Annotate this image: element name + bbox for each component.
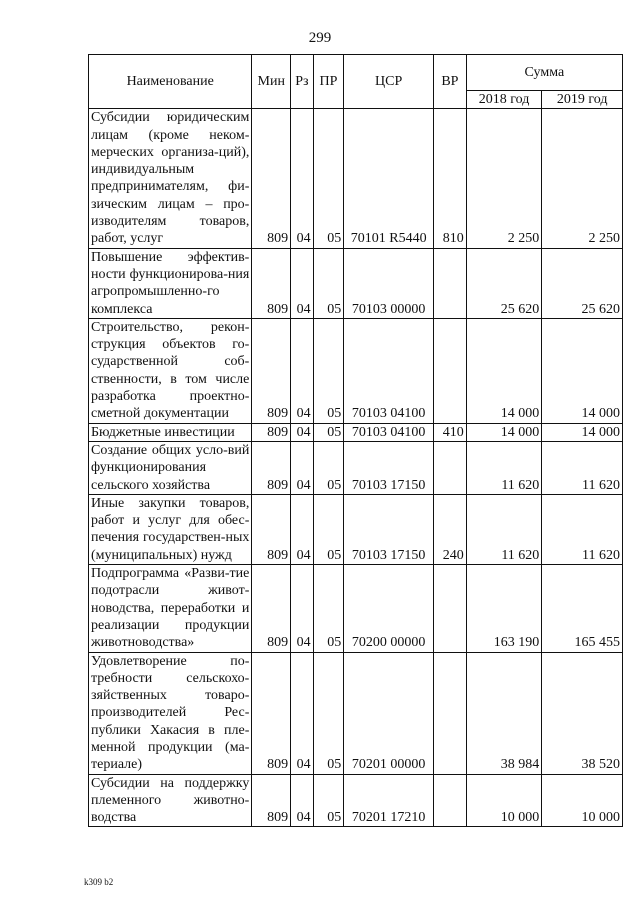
cell-pr: 05 — [313, 652, 344, 774]
header-vr: ВР — [434, 55, 467, 109]
header-name: Наименование — [89, 55, 252, 109]
cell-rz: 04 — [291, 423, 313, 441]
cell-min: 809 — [252, 565, 291, 652]
cell-csr: 70201 17210 — [344, 774, 434, 827]
cell-name: Удовлетворение по-требности сельскохо-зяйственных товаро-производителей Рес-публики Хакасия в пле-менной продукции (ма-териале) — [89, 652, 252, 774]
cell-y2019: 25 620 — [542, 248, 623, 318]
cell-y2018: 2 250 — [466, 109, 542, 248]
cell-y2019: 10 000 — [542, 774, 623, 827]
cell-vr — [434, 652, 467, 774]
cell-vr — [434, 248, 467, 318]
table-row — [89, 248, 623, 318]
cell-min: 809 — [252, 423, 291, 441]
cell-y2019: 11 620 — [542, 494, 623, 564]
cell-vr: 810 — [434, 109, 467, 248]
cell-min: 809 — [252, 774, 291, 827]
cell-min: 809 — [252, 652, 291, 774]
table-row — [89, 441, 623, 494]
cell-rz: 04 — [291, 441, 313, 494]
cell-min: 809 — [252, 109, 291, 248]
cell-csr: 70103 17150 — [344, 494, 434, 564]
header-sum: Сумма — [466, 55, 622, 91]
cell-pr: 05 — [313, 565, 344, 652]
cell-y2018: 11 620 — [466, 441, 542, 494]
cell-name: Создание общих усло-вий функционирования сельского хозяйства — [89, 441, 252, 494]
cell-min: 809 — [252, 441, 291, 494]
table-row — [89, 423, 623, 441]
cell-vr — [434, 441, 467, 494]
table-row — [89, 774, 623, 827]
cell-name: Бюджетные инвестиции — [89, 423, 252, 441]
cell-vr — [434, 565, 467, 652]
cell-name: Повышение эффектив-ности функционирова-ния агропромышленно-го комплекса — [89, 248, 252, 318]
table-row — [89, 494, 623, 564]
cell-vr: 410 — [434, 423, 467, 441]
cell-pr: 05 — [313, 109, 344, 248]
budget-table — [88, 54, 623, 827]
cell-y2018: 14 000 — [466, 318, 542, 423]
cell-y2019: 2 250 — [542, 109, 623, 248]
header-csr: ЦСР — [344, 55, 434, 109]
cell-name: Подпрограмма «Разви-тие подотрасли живот-новодства, переработки и реализации продукции животноводства» — [89, 565, 252, 652]
cell-y2019: 165 455 — [542, 565, 623, 652]
cell-pr: 05 — [313, 248, 344, 318]
cell-name: Иные закупки товаров, работ и услуг для обес-печения государствен-ных (муниципальных) нужд — [89, 494, 252, 564]
header-2018: 2018 год — [466, 91, 542, 109]
cell-csr: 70103 04100 — [344, 423, 434, 441]
cell-rz: 04 — [291, 652, 313, 774]
header-rz: Рз — [291, 55, 313, 109]
cell-y2019: 14 000 — [542, 423, 623, 441]
cell-rz: 04 — [291, 774, 313, 827]
footer-code: k309 b2 — [84, 877, 114, 887]
cell-pr: 05 — [313, 318, 344, 423]
header-2019: 2019 год — [542, 91, 623, 109]
cell-pr: 05 — [313, 441, 344, 494]
cell-y2018: 163 190 — [466, 565, 542, 652]
cell-csr: 70103 00000 — [344, 248, 434, 318]
cell-min: 809 — [252, 318, 291, 423]
cell-csr: 70101 R5440 — [344, 109, 434, 248]
cell-name: Субсидии юридическим лицам (кроме неком-мерческих организа-ций), индивидуальным предпринимателям, фи-зическим лицам – про-изводителям товаров, работ, услуг — [89, 109, 252, 248]
header-pr: ПР — [313, 55, 344, 109]
cell-rz: 04 — [291, 109, 313, 248]
cell-y2019: 14 000 — [542, 318, 623, 423]
cell-pr: 05 — [313, 774, 344, 827]
cell-y2018: 11 620 — [466, 494, 542, 564]
cell-name: Строительство, рекон-струкция объектов го-сударственной соб-ственности, в том числе разработка проектно-сметной документации — [89, 318, 252, 423]
table-row — [89, 652, 623, 774]
cell-y2018: 25 620 — [466, 248, 542, 318]
cell-y2018: 14 000 — [466, 423, 542, 441]
cell-rz: 04 — [291, 248, 313, 318]
cell-pr: 05 — [313, 494, 344, 564]
cell-csr: 70201 00000 — [344, 652, 434, 774]
header-min: Мин — [252, 55, 291, 109]
cell-rz: 04 — [291, 318, 313, 423]
cell-vr: 240 — [434, 494, 467, 564]
cell-csr: 70103 04100 — [344, 318, 434, 423]
cell-y2018: 10 000 — [466, 774, 542, 827]
cell-y2018: 38 984 — [466, 652, 542, 774]
cell-y2019: 11 620 — [542, 441, 623, 494]
cell-rz: 04 — [291, 494, 313, 564]
table-row — [89, 109, 623, 248]
cell-min: 809 — [252, 494, 291, 564]
cell-y2019: 38 520 — [542, 652, 623, 774]
cell-vr — [434, 318, 467, 423]
cell-min: 809 — [252, 248, 291, 318]
cell-vr — [434, 774, 467, 827]
cell-name: Субсидии на поддержку племенного животно-водства — [89, 774, 252, 827]
cell-pr: 05 — [313, 423, 344, 441]
page-number: 299 — [308, 30, 332, 46]
cell-rz: 04 — [291, 565, 313, 652]
cell-csr: 70103 17150 — [344, 441, 434, 494]
table-row — [89, 565, 623, 652]
table-row — [89, 318, 623, 423]
cell-csr: 70200 00000 — [344, 565, 434, 652]
